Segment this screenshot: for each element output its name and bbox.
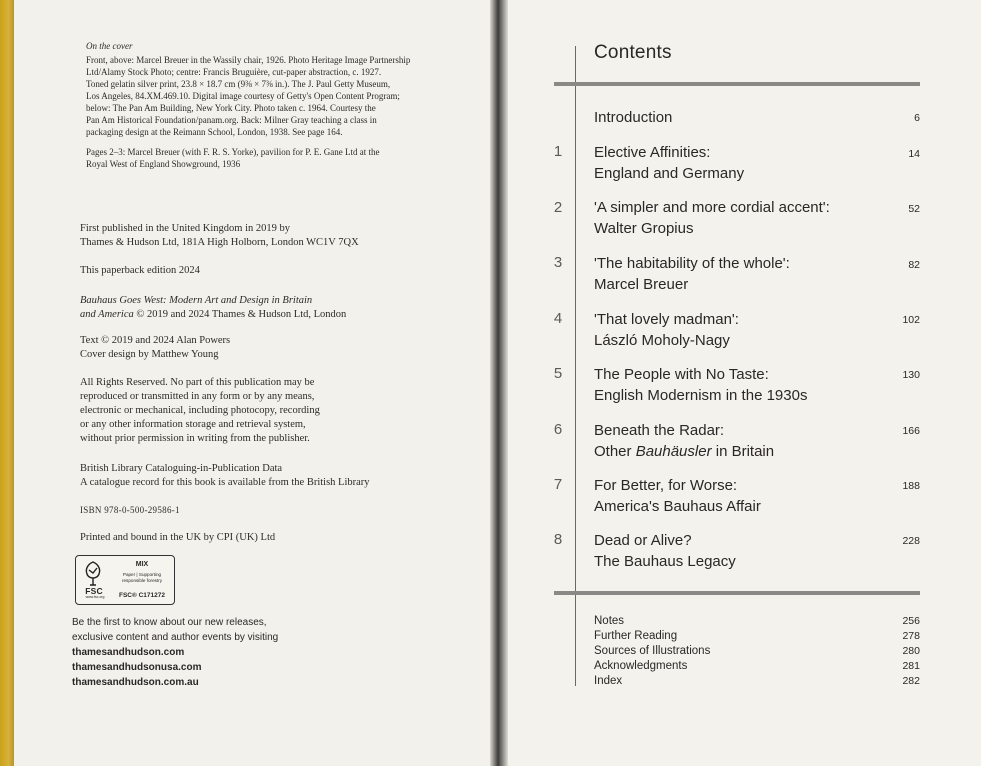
toc-page-number: 228 xyxy=(902,535,920,547)
book-title-line: Bauhaus Goes West: Modern Art and Design in Britain xyxy=(80,295,313,306)
chapter-title: Beneath the Radar: xyxy=(594,422,725,439)
toc-page-number: 14 xyxy=(908,148,920,160)
cip-line: A catalogue record for this book is available from the British Library xyxy=(80,477,370,488)
first-published-line: First published in the United Kingdom in 2019 by xyxy=(80,223,290,234)
rights-line: All Rights Reserved. No part of this publication may be xyxy=(80,377,315,388)
chapter-title: 'The habitability of the whole': xyxy=(594,255,790,272)
chapter-subtitle-post: in Britain xyxy=(711,443,775,460)
first-published xyxy=(80,222,460,250)
toc-page-number: 280 xyxy=(902,645,920,657)
toc-page-number: 82 xyxy=(908,259,920,271)
book-title-line-2 xyxy=(80,308,460,322)
cover-credit-line: below: The Pan Am Building, New York City. Photo taken c. 1964. Courtesy the xyxy=(86,103,376,113)
pages-credit-line: Pages 2–3: Marcel Breuer (with F. R. S. Yorke), pavilion for P. E. Gane Ltd at the xyxy=(86,147,380,157)
cover-heading: On the cover xyxy=(86,41,133,51)
cip-line: British Library Cataloguing-in-Publication Data xyxy=(80,463,283,474)
chapter-number: 7 xyxy=(553,476,563,493)
toc-page-number: 188 xyxy=(902,480,920,492)
book-copyright-text: © 2019 and 2024 Thames & Hudson Ltd, London xyxy=(133,309,347,320)
toc-entry-chapter-8[interactable] xyxy=(594,530,736,572)
chapter-subtitle: The Bauhaus Legacy xyxy=(594,553,736,570)
toc-entry-index[interactable]: Index xyxy=(594,675,623,687)
printer-note xyxy=(80,531,460,545)
cover-credit-line: Los Angeles, 84.XM.469.10. Digital image courtesy of Getty's Open Content Program; xyxy=(86,91,400,101)
contents-vertical-rule xyxy=(575,46,576,686)
cip-data xyxy=(80,462,460,490)
contents-top-rule xyxy=(554,82,920,86)
toc-entry-chapter-7[interactable] xyxy=(594,475,761,517)
chapter-subtitle: England and Germany xyxy=(594,165,745,182)
chapter-subtitle: America's Bauhaus Affair xyxy=(594,498,761,515)
cover-credits xyxy=(86,40,446,170)
promo-block xyxy=(72,615,332,690)
chapter-number: 3 xyxy=(553,254,563,271)
toc-page-number: 166 xyxy=(902,425,920,437)
contents-bottom-rule xyxy=(554,591,920,595)
toc-entry-title: Introduction xyxy=(594,109,673,126)
cover-edge xyxy=(0,0,14,766)
rights-statement xyxy=(80,376,460,446)
chapter-title: 'A simpler and more cordial accent': xyxy=(594,199,830,216)
chapter-subtitle: Marcel Breuer xyxy=(594,276,689,293)
chapter-subtitle-italic: Bauhäusler xyxy=(635,443,712,460)
cover-credit-line: Front, above: Marcel Breuer in the Wassily chair, 1926. Photo Heritage Image Partnership xyxy=(86,55,411,65)
toc-page-number: 52 xyxy=(908,203,920,215)
fsc-logo xyxy=(75,555,175,605)
fsc-description xyxy=(112,572,172,583)
toc-page-number: 278 xyxy=(902,630,920,642)
chapter-number: 6 xyxy=(553,421,563,438)
cover-credit-line: Pan Am Historical Foundation/panam.org. Back: Milner Gray teaching a class in xyxy=(86,115,377,125)
isbn-text: ISBN 978-0-500-29586-1 xyxy=(80,505,180,515)
chapter-subtitle: English Modernism in the 1930s xyxy=(594,387,808,404)
isbn xyxy=(80,503,460,517)
book-copyright xyxy=(80,294,460,322)
edition-note xyxy=(80,264,460,278)
toc-entry-chapter-4[interactable] xyxy=(594,309,739,351)
fsc-desc-line: Paper | Supporting xyxy=(122,572,162,577)
cover-credit-line: Ltd/Alamy Stock Photo; centre: Francis Bruguière, cut-paper abstraction, c. 1927. xyxy=(86,67,382,77)
page-title: Contents xyxy=(594,42,672,63)
toc-entry-chapter-2[interactable] xyxy=(594,197,830,239)
toc-entry-notes[interactable]: Notes xyxy=(594,615,625,627)
pages-credit-line: Royal West of England Showground, 1936 xyxy=(86,159,241,169)
cover-credit-line: packaging design at the Reimann School, London, 1938. See page 164. xyxy=(86,127,343,137)
website-link-au[interactable]: thamesandhudson.com.au xyxy=(72,677,199,688)
rights-line: electronic or mechanical, including photocopy, recording xyxy=(80,405,320,416)
chapter-subtitle: László Moholy-Nagy xyxy=(594,332,730,349)
chapter-number: 4 xyxy=(553,310,563,327)
cover-design-credit: Cover design by Matthew Young xyxy=(80,349,219,360)
text-credit: Text © 2019 and 2024 Alan Powers xyxy=(80,335,231,346)
toc-page-number: 256 xyxy=(902,615,920,627)
promo-line: Be the first to know about our new releases, xyxy=(72,617,267,628)
rights-line: without prior permission in writing from the publisher. xyxy=(80,433,310,444)
chapter-number: 5 xyxy=(553,365,563,382)
toc-entry-chapter-6[interactable] xyxy=(594,420,774,462)
publisher-address: Thames & Hudson Ltd, 181A High Holborn, London WC1V 7QX xyxy=(80,237,359,248)
chapter-number: 2 xyxy=(553,199,563,216)
book-title-italic: and America xyxy=(80,309,134,320)
toc-entry-sources[interactable]: Sources of Illustrations xyxy=(594,645,711,657)
credits xyxy=(80,334,460,362)
website-link[interactable]: thamesandhudson.com xyxy=(72,647,185,658)
chapter-title: Elective Affinities: xyxy=(594,144,711,161)
fsc-tree-icon xyxy=(82,560,104,586)
rights-line: reproduced or transmitted in any form or by any means, xyxy=(80,391,315,402)
printer-text: Printed and bound in the UK by CPI (UK) Ltd xyxy=(80,532,276,543)
fsc-label: FSC xyxy=(85,586,103,596)
fsc-code: FSC® C171272 xyxy=(119,592,165,599)
toc-entry-chapter-1[interactable] xyxy=(594,142,744,184)
chapter-title: For Better, for Worse: xyxy=(594,477,738,494)
toc-page-number: 102 xyxy=(902,314,920,326)
rights-line: or any other information storage and retrieval system, xyxy=(80,419,306,430)
fsc-desc-line: responsible forestry xyxy=(121,577,163,583)
toc-entry-acknowledgments[interactable]: Acknowledgments xyxy=(594,660,688,672)
toc-page-number: 282 xyxy=(902,675,920,687)
chapter-title: Dead or Alive? xyxy=(594,532,692,549)
toc-entry-chapter-3[interactable] xyxy=(594,253,790,295)
toc-page-number: 130 xyxy=(902,369,920,381)
chapter-subtitle: Walter Gropius xyxy=(594,220,694,237)
chapter-number: 8 xyxy=(553,531,563,548)
chapter-title: 'That lovely madman': xyxy=(594,311,739,328)
chapter-number: 1 xyxy=(553,143,563,160)
chapter-subtitle xyxy=(594,441,774,462)
toc-entry-further-reading[interactable]: Further Reading xyxy=(594,630,678,642)
pages-credit xyxy=(86,146,446,170)
chapter-subtitle-pre: Other xyxy=(594,443,636,460)
fsc-url: www.fsc.org xyxy=(85,595,105,599)
toc-page-number: 6 xyxy=(914,112,920,124)
book-gutter xyxy=(490,0,508,766)
cover-credit-line: Toned gelatin silver print, 23.8 × 18.7 cm (9⅜ × 7⅜ in.). The J. Paul Getty Museum, xyxy=(86,79,391,89)
chapter-title: The People with No Taste: xyxy=(594,366,769,383)
fsc-mix: MIX xyxy=(135,561,149,568)
toc-entry-introduction[interactable] xyxy=(594,107,672,128)
promo-line: exclusive content and author events by visiting xyxy=(72,632,279,643)
edition-text: This paperback edition 2024 xyxy=(80,265,200,276)
toc-entry-chapter-5[interactable] xyxy=(594,364,807,406)
toc-page-number: 281 xyxy=(902,660,920,672)
website-link-usa[interactable]: thamesandhudsonusa.com xyxy=(72,662,202,673)
